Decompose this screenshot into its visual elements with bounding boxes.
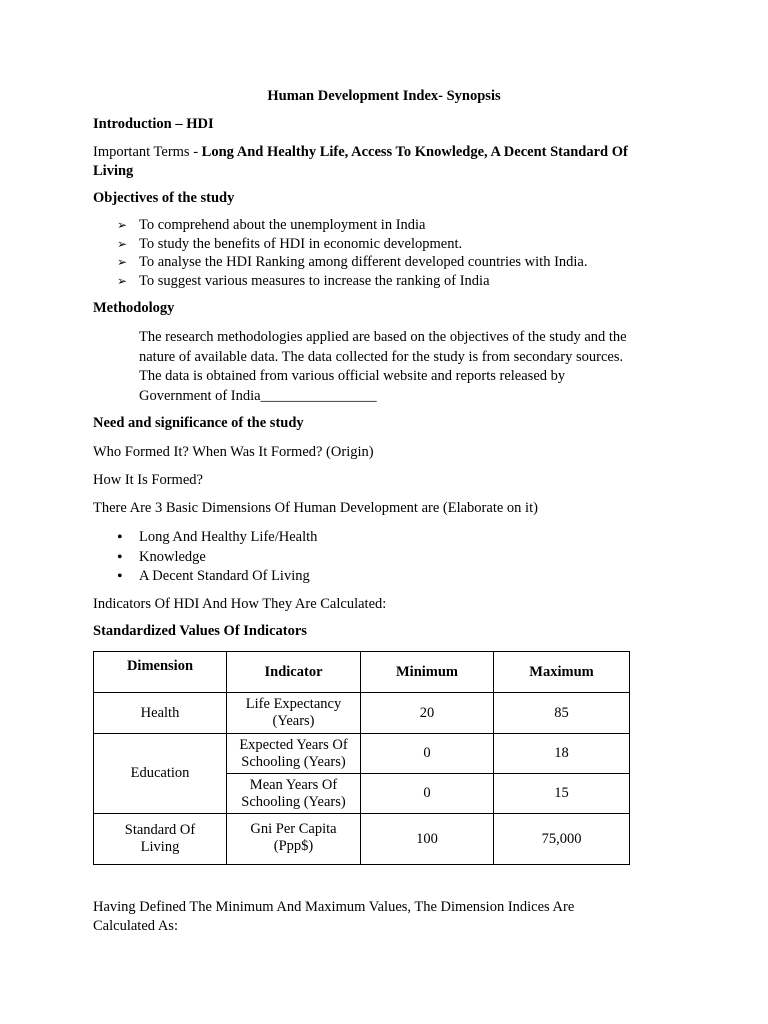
cell-line: Expected Years Of bbox=[239, 736, 348, 753]
table-cell bbox=[227, 734, 361, 774]
table-row bbox=[94, 734, 630, 774]
objectives-list bbox=[93, 216, 683, 290]
important-terms bbox=[93, 143, 683, 181]
table-cell: Education bbox=[94, 734, 227, 814]
methodology-paragraph bbox=[139, 328, 679, 406]
column-header: Dimension bbox=[94, 652, 227, 693]
important-terms-bold: Long And Healthy Life, Access To Knowledge, A Decent Standard Of bbox=[201, 144, 628, 160]
column-header: Minimum bbox=[361, 652, 494, 693]
table-cell: 0 bbox=[361, 734, 494, 774]
dimensions-intro: There Are 3 Basic Dimensions Of Human Development are (Elaborate on it) bbox=[93, 500, 538, 516]
objectives-heading: Objectives of the study bbox=[93, 190, 235, 206]
cell-line: Life Expectancy bbox=[245, 696, 342, 712]
need-heading: Need and significance of the study bbox=[93, 415, 304, 431]
table-header-row bbox=[94, 652, 630, 693]
important-terms-prefix: Important Terms - bbox=[93, 144, 202, 160]
methodology-line: Government of India________________ bbox=[139, 387, 377, 404]
table-cell bbox=[227, 693, 361, 734]
list-item: • Long And Healthy Life/Health bbox=[93, 528, 683, 548]
cell-line: (Years) bbox=[272, 713, 315, 729]
document-title: Human Development Index- Synopsis bbox=[267, 88, 501, 104]
origin-question: Who Formed It? When Was It Formed? (Origin) bbox=[93, 444, 374, 460]
list-item: • A Decent Standard Of Living bbox=[93, 567, 683, 587]
column-header: Maximum bbox=[494, 652, 630, 693]
table-heading: Standardized Values Of Indicators bbox=[93, 623, 307, 639]
cell-line: Living bbox=[140, 839, 180, 855]
cell-line: Schooling (Years) bbox=[241, 753, 346, 770]
table-cell bbox=[94, 814, 227, 865]
table-cell: 85 bbox=[494, 693, 630, 734]
methodology-heading: Methodology bbox=[93, 300, 175, 316]
intro-heading: Introduction – HDI bbox=[93, 116, 214, 132]
cell-line: Standard Of bbox=[124, 822, 196, 838]
list-item: ➢ To comprehend about the unemployment in India bbox=[93, 216, 683, 235]
cell-line: Schooling (Years) bbox=[241, 793, 346, 810]
list-item: • Knowledge bbox=[93, 548, 683, 568]
cell-line: Mean Years Of bbox=[249, 776, 338, 793]
column-header: Indicator bbox=[227, 652, 361, 693]
closing-line: Having Defined The Minimum And Maximum Values, The Dimension Indices Are bbox=[93, 899, 575, 915]
table-cell: 100 bbox=[361, 814, 494, 865]
cell-line: Gni Per Capita bbox=[250, 821, 337, 837]
table-row bbox=[94, 814, 630, 865]
list-item: ➢ To suggest various measures to increase the ranking of India bbox=[93, 272, 683, 291]
list-item: ➢ To study the benefits of HDI in economic development. bbox=[93, 235, 683, 254]
table-row bbox=[94, 693, 630, 734]
methodology-line: The data is obtained from various official website and reports released by bbox=[139, 368, 566, 384]
table-cell: 18 bbox=[494, 734, 630, 774]
important-terms-bold-line2: Living bbox=[93, 163, 134, 179]
table-cell: 75,000 bbox=[494, 814, 630, 865]
closing-line: Calculated As: bbox=[93, 918, 178, 934]
table-cell: Health bbox=[94, 693, 227, 734]
how-question: How It Is Formed? bbox=[93, 472, 203, 488]
table-cell bbox=[227, 774, 361, 814]
table-cell: 0 bbox=[361, 774, 494, 814]
indicators-line: Indicators Of HDI And How They Are Calculated: bbox=[93, 596, 387, 612]
list-item: ➢ To analyse the HDI Ranking among different developed countries with India. bbox=[93, 253, 683, 272]
indicators-table bbox=[93, 651, 630, 865]
table-cell: 15 bbox=[494, 774, 630, 814]
table-cell: 20 bbox=[361, 693, 494, 734]
methodology-line: nature of available data. The data collected for the study is from secondary sources. bbox=[139, 348, 624, 365]
cell-line: (Ppp$) bbox=[273, 838, 314, 854]
table-cell bbox=[227, 814, 361, 865]
closing-paragraph bbox=[93, 898, 683, 936]
dimensions-list bbox=[93, 528, 683, 587]
methodology-line: The research methodologies applied are based on the objectives of the study and the bbox=[139, 329, 627, 345]
